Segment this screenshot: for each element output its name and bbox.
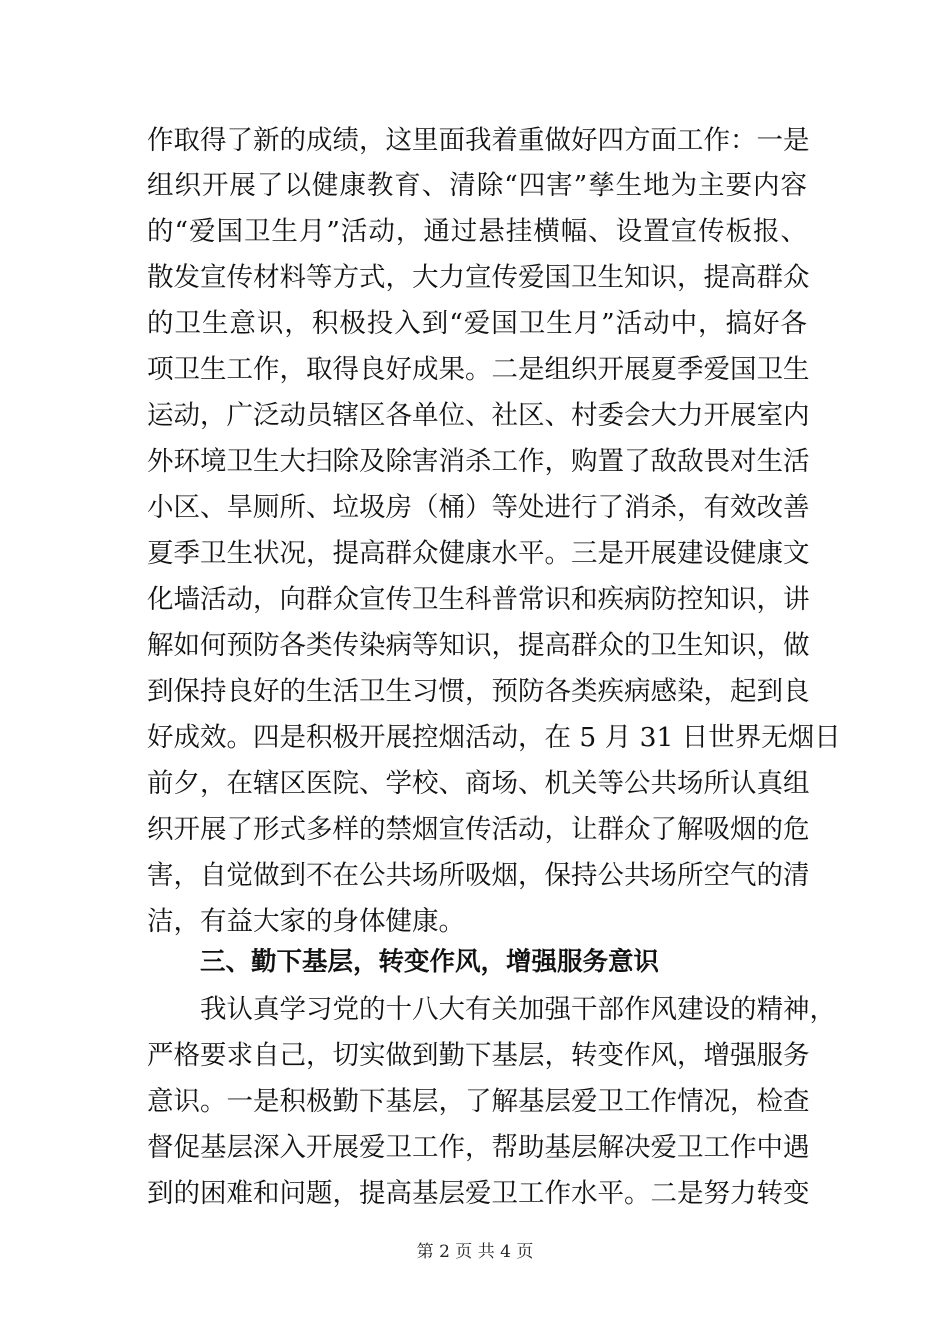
paragraph-line: 督促基层深入开展爱卫工作，帮助基层解决爱卫工作中遇	[147, 1132, 810, 1163]
paragraph-line: 组织开展了以健康教育、清除“四害”孳生地为主要内容	[147, 170, 807, 201]
paragraph-line: 的“爱国卫生月”活动，通过悬挂横幅、设置宣传板报、	[147, 216, 807, 247]
paragraph-line: 好成效。四是积极开展控烟活动，在 5 月 31 日世界无烟日	[147, 722, 841, 753]
page-footer: 第 2 页 共 4 页	[416, 1242, 534, 1262]
paragraph-line: 到保持良好的生活卫生习惯，预防各类疾病感染，起到良	[147, 676, 810, 707]
section-heading: 三、勤下基层，转变作风，增强服务意识	[200, 947, 660, 977]
paragraph-line: 严格要求自己，切实做到勤下基层，转变作风，增强服务	[147, 1040, 810, 1071]
paragraph-line: 外环境卫生大扫除及除害消杀工作，购置了敌敌畏对生活	[147, 446, 810, 477]
paragraph-line: 的卫生意识，积极投入到“爱国卫生月”活动中，搞好各	[147, 308, 807, 339]
paragraph-line: 夏季卫生状况，提高群众健康水平。三是开展建设健康文	[147, 538, 810, 569]
paragraph-line: 害，自觉做到不在公共场所吸烟，保持公共场所空气的清	[147, 860, 810, 891]
paragraph-line: 作取得了新的成绩，这里面我着重做好四方面工作：一是	[147, 125, 810, 156]
paragraph-line: 洁，有益大家的身体健康。	[147, 906, 465, 937]
paragraph-line: 前夕，在辖区医院、学校、商场、机关等公共场所认真组	[147, 768, 810, 799]
paragraph-line: 到的困难和问题，提高基层爱卫工作水平。二是努力转变	[147, 1178, 810, 1209]
paragraph-line: 运动，广泛动员辖区各单位、社区、村委会大力开展室内	[147, 400, 810, 431]
paragraph-line: 小区、旱厕所、垃圾房（桶）等处进行了消杀，有效改善	[147, 492, 810, 523]
paragraph-line: 项卫生工作，取得良好成果。二是组织开展夏季爱国卫生	[147, 354, 810, 385]
paragraph-line: 散发宣传材料等方式，大力宣传爱国卫生知识，提高群众	[147, 262, 810, 293]
paragraph-line: 解如何预防各类传染病等知识，提高群众的卫生知识，做	[147, 630, 810, 661]
paragraph-line: 织开展了形式多样的禁烟宣传活动，让群众了解吸烟的危	[147, 814, 810, 845]
paragraph-line: 意识。一是积极勤下基层，了解基层爱卫工作情况，检查	[147, 1086, 810, 1117]
paragraph-line: 化墙活动，向群众宣传卫生科普常识和疾病防控知识，讲	[147, 584, 810, 615]
paragraph-line: 我认真学习党的十八大有关加强干部作风建设的精神，	[200, 994, 836, 1025]
